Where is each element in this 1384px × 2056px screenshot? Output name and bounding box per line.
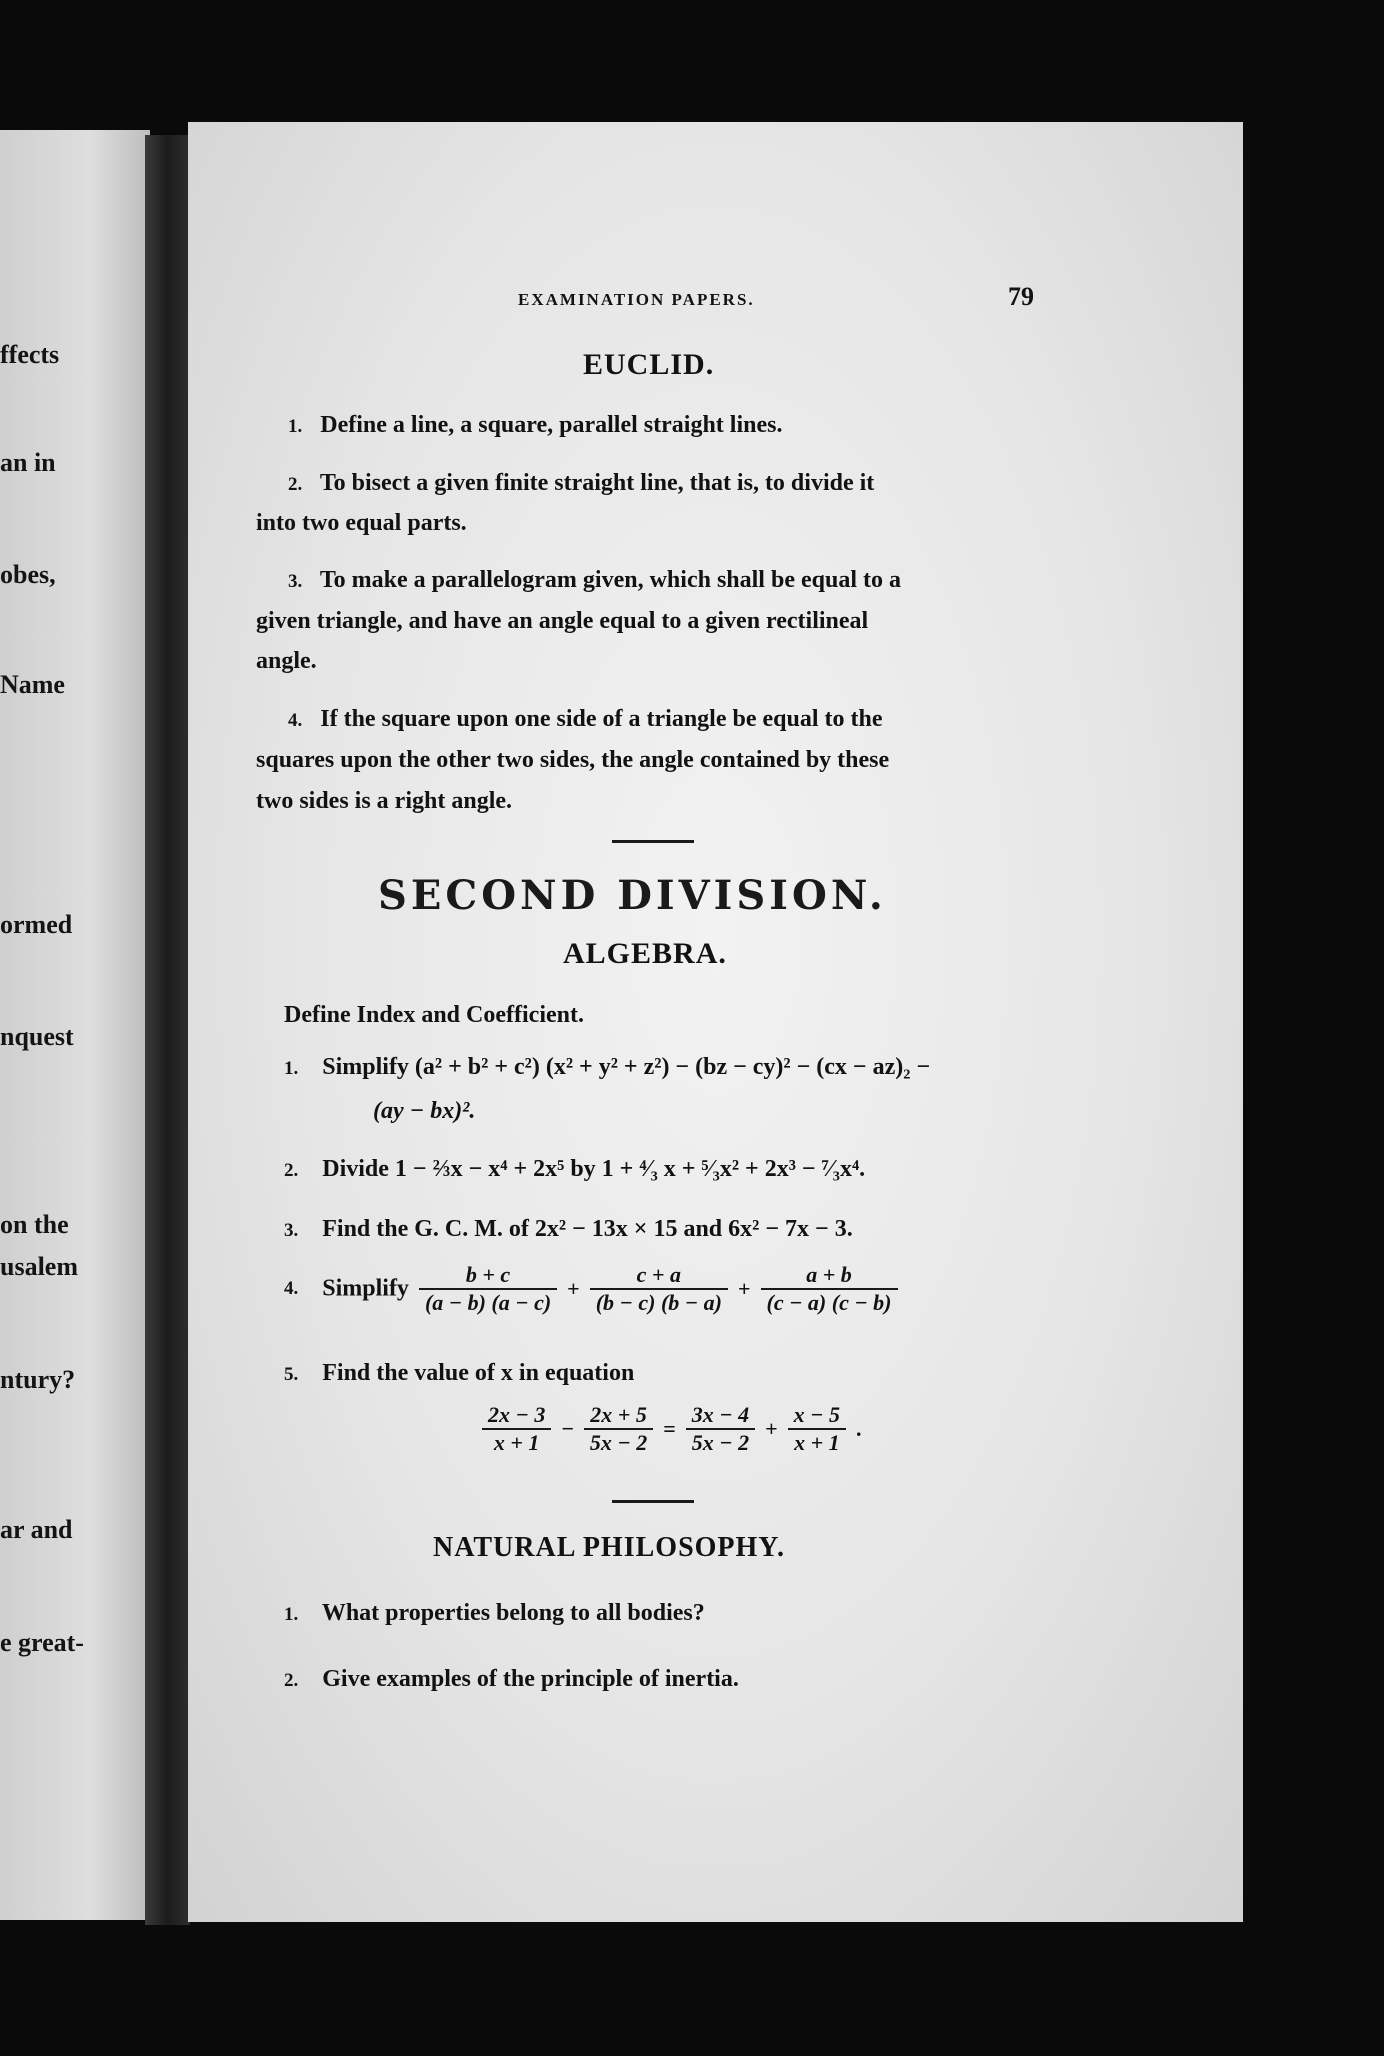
question-euclid-2 (288, 470, 874, 497)
section-title-euclid: EUCLID. (583, 348, 715, 381)
book-gutter (145, 135, 190, 1925)
period: . (856, 1416, 862, 1441)
left-fragment: usalem (0, 1252, 78, 1281)
question-text: Find the G. C. M. of 2x² − 13x × 15 and 6x² − 7x − 3. (322, 1216, 853, 1242)
fraction (761, 1262, 898, 1316)
fraction (419, 1262, 557, 1316)
denominator: x + 1 (493, 1430, 540, 1455)
section-divider (612, 1500, 694, 1503)
section-divider (612, 840, 694, 843)
fraction (482, 1402, 551, 1456)
numerator: a + b (761, 1262, 898, 1290)
plus-sign: + (765, 1416, 778, 1441)
fraction (584, 1402, 653, 1456)
division-title: SECOND DIVISION. (378, 872, 887, 919)
denominator: 5x − 2 (691, 1430, 750, 1455)
question-number: 1. (284, 1604, 299, 1625)
left-page-edge (0, 130, 150, 1920)
question-text: To make a parallelogram given, which shall be equal to a (319, 567, 901, 593)
question-text: To bisect a given finite straight line, that is, to divide it (319, 470, 875, 496)
question-number: 5. (284, 1364, 299, 1385)
question-number: 1. (288, 416, 303, 437)
minus-sign: − (561, 1416, 574, 1441)
question-text: If the square upon one side of a triangle be equal to the (320, 706, 883, 732)
question-euclid-3 (288, 567, 901, 594)
question-text: What properties belong to all bodies? (321, 1600, 705, 1626)
question-number: 3. (288, 571, 303, 592)
denominator: (a − b) (a − c) (424, 1290, 552, 1315)
question-text-continued: squares upon the other two sides, the angle contained by these (256, 747, 890, 773)
fraction (788, 1402, 846, 1456)
question-algebra-5 (284, 1360, 634, 1387)
question-text: Simplify (a² + b² + c²) (x² + y² + z²) − (bz − cy)² − (cx − az)₂ − (322, 1054, 931, 1080)
question-text-continued: into two equal parts. (256, 510, 467, 536)
book-page (188, 122, 1243, 1922)
left-fragment: ffects (0, 340, 60, 369)
numerator: 2x + 5 (584, 1402, 653, 1430)
question-philosophy-1 (284, 1600, 705, 1627)
equals-sign: = (663, 1416, 676, 1441)
question-number: 2. (284, 1160, 299, 1181)
left-fragment: obes, (0, 560, 56, 589)
question-philosophy-2 (284, 1666, 739, 1693)
algebra-intro: Define Index and Coefficient. (284, 1002, 584, 1028)
question-euclid-1 (288, 412, 782, 439)
question-text-continued: two sides is a right angle. (256, 788, 513, 814)
fraction (686, 1402, 755, 1456)
question-text: Give examples of the principle of inertia. (322, 1666, 739, 1692)
numerator: 3x − 4 (686, 1402, 755, 1430)
question-text: Divide 1 − ⅔x − x⁴ + 2x⁵ by 1 + ⁴⁄₃ x + ⁵⁄₃x² + 2x³ − ⁷⁄₃x⁴. (322, 1156, 866, 1182)
question-number: 2. (288, 474, 303, 495)
equation (478, 1402, 862, 1456)
numerator: 2x − 3 (482, 1402, 551, 1430)
numerator: x − 5 (788, 1402, 846, 1430)
question-text: Find the value of x in equation (322, 1360, 635, 1386)
question-text-continued: angle. (256, 648, 317, 674)
running-title: EXAMINATION PAPERS. (518, 290, 755, 309)
question-algebra-4 (284, 1262, 902, 1316)
plus-sign: + (567, 1276, 580, 1301)
left-fragment: ntury? (0, 1365, 76, 1394)
section-title-natural-philosophy: NATURAL PHILOSOPHY. (433, 1532, 785, 1563)
question-euclid-4 (288, 706, 883, 733)
left-fragment: e great- (0, 1628, 84, 1657)
denominator: x + 1 (794, 1430, 840, 1455)
question-text-continued: (ay − bx)². (373, 1098, 476, 1124)
question-text-continued: given triangle, and have an angle equal to a given rectilineal (256, 608, 869, 634)
section-title-algebra: ALGEBRA. (563, 937, 727, 970)
question-algebra-1 (284, 1054, 930, 1081)
denominator: (b − c) (b − a) (595, 1290, 722, 1315)
fraction (590, 1262, 728, 1316)
question-number: 1. (284, 1058, 299, 1079)
question-number: 3. (284, 1220, 299, 1241)
left-fragment: ormed (0, 910, 73, 939)
question-algebra-2 (284, 1156, 865, 1183)
numerator: c + a (590, 1262, 728, 1290)
denominator: 5x − 2 (589, 1430, 648, 1455)
question-number: 4. (284, 1278, 299, 1299)
denominator: (c − a) (c − b) (766, 1290, 892, 1315)
question-number: 4. (288, 710, 303, 731)
left-fragment: nquest (0, 1022, 74, 1051)
left-fragment: ar and (0, 1515, 73, 1544)
question-text: Simplify (322, 1275, 409, 1302)
left-fragment: Name (0, 670, 65, 699)
numerator: b + c (419, 1262, 557, 1290)
left-fragment: on the (0, 1210, 69, 1239)
question-algebra-3 (284, 1216, 853, 1243)
left-fragment: an in (0, 448, 56, 477)
plus-sign: + (737, 1276, 751, 1301)
question-text: Define a line, a square, parallel straight lines. (320, 412, 783, 438)
question-number: 2. (284, 1670, 299, 1691)
page-number: 79 (1008, 282, 1034, 311)
